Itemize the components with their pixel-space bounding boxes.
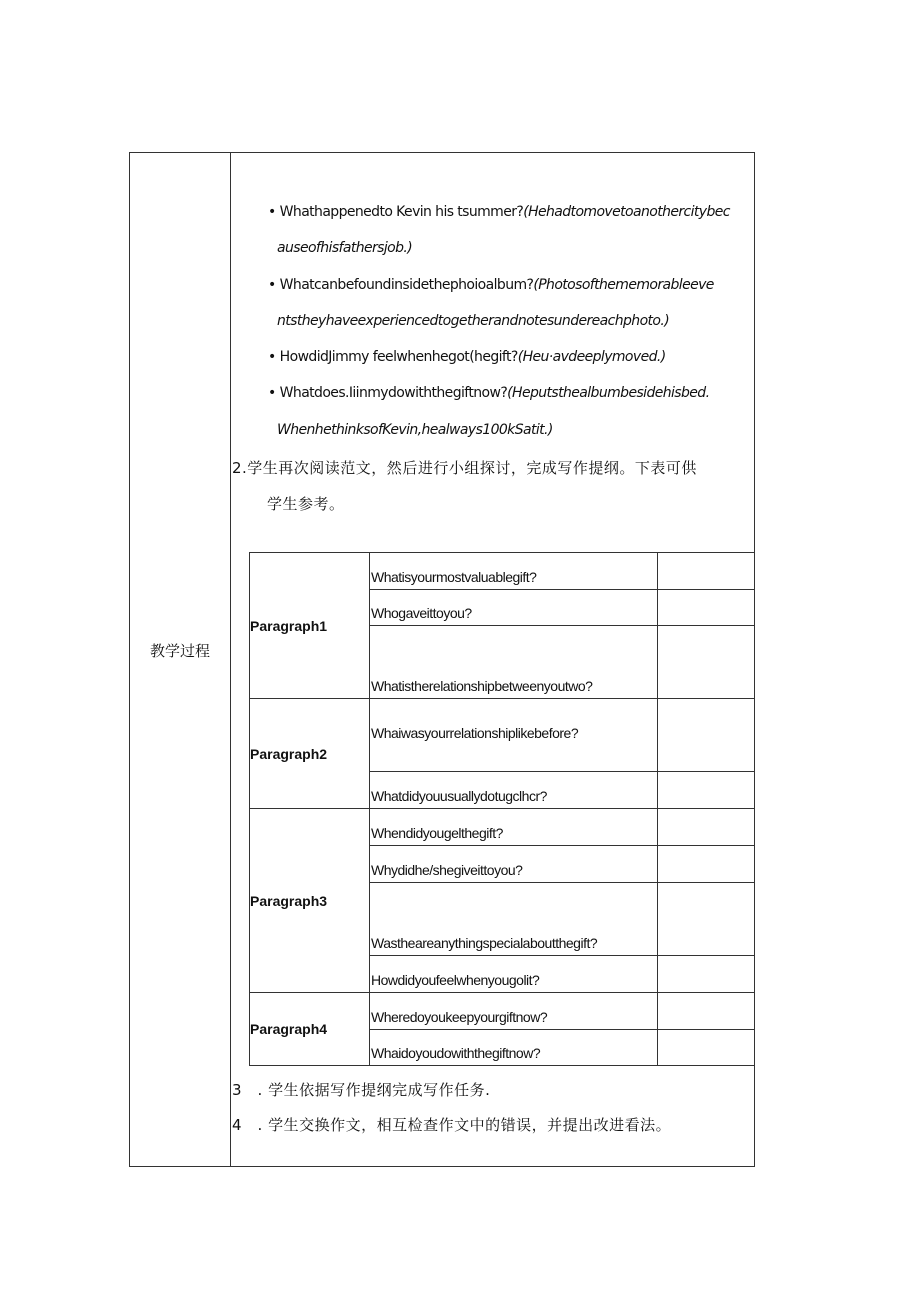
answer-text: (Heu·avdeeplymoved.) xyxy=(517,349,666,365)
answer-cell[interactable] xyxy=(658,1030,755,1066)
outline-question: Whaidoyoudowiththegiftnow? xyxy=(370,1030,658,1066)
outline-question: Whydidhe/shegiveittoyou? xyxy=(370,846,658,883)
answer-continuation: auseofhisfathersjob.) xyxy=(277,240,413,256)
step-2-text-continued: 学生参考。 xyxy=(267,495,345,513)
answer-text: (Heputsthealbumbesidehisbed. xyxy=(507,385,710,401)
answer-cell[interactable] xyxy=(658,993,755,1030)
outline-question: Whendidyougelthegift? xyxy=(370,809,658,846)
paragraph-label: Paragraph2 xyxy=(250,699,370,809)
writing-outline-table xyxy=(249,552,755,1066)
answer-cell[interactable] xyxy=(658,809,755,846)
answer-text: (Photosofthememorableeve xyxy=(533,277,714,293)
answer-cell[interactable] xyxy=(658,590,755,626)
outline-question: Whaiwasyourrelationshiplikebefore? xyxy=(370,699,658,772)
question-text: Whatdoes.Iiinmydowiththegiftnow? xyxy=(279,385,508,401)
outline-question: Whogaveittoyou? xyxy=(370,590,658,626)
outline-question: Whatisyourmostvaluablegift? xyxy=(370,553,658,590)
answer-continuation: WhenhethinksofKevin,healways100kSatit.) xyxy=(277,422,553,438)
question-item: • HowdidJimmy feelwhenhegot(hegift?(Heu·avdeeplymoved.) xyxy=(268,349,666,365)
answer-cell[interactable] xyxy=(658,553,755,590)
section-label: 教学过程 xyxy=(149,642,210,660)
question-item: • Whatdoes.Iiinmydowiththegiftnow?(Heputsthealbumbesidehisbed. xyxy=(268,385,710,401)
outline-question: Wastheareanythingspecialaboutthegift? xyxy=(370,883,658,956)
answer-cell[interactable] xyxy=(658,846,755,883)
answer-cell[interactable] xyxy=(658,699,755,772)
outline-question: Whatdidyouusuallydotugclhcr? xyxy=(370,772,658,809)
question-item: • Whatcanbefoundinsidethephoioalbum?(Photosofthememorableeve xyxy=(268,277,714,293)
paragraph-label: Paragraph4 xyxy=(250,993,370,1066)
question-text: Whathappenedto Kevin his tsummer? xyxy=(279,204,524,220)
question-text: Whatcanbefoundinsidethephoioalbum? xyxy=(279,277,534,293)
paragraph-label: Paragraph3 xyxy=(250,809,370,993)
outline-question: Wheredoyoukeepyourgiftnow? xyxy=(370,993,658,1030)
step-3-text: 3 . 学生依据写作提纲完成写作任务. xyxy=(232,1081,491,1099)
answer-text: (Hehadtomovetoanothercitybec xyxy=(523,204,730,220)
question-item: • Whathappenedto Kevin his tsummer?(Hehadtomovetoanothercitybec xyxy=(268,204,730,220)
answer-continuation: ntstheyhaveexperiencedtogetherandnotesundereachphoto.) xyxy=(277,313,670,329)
answer-cell[interactable] xyxy=(658,626,755,699)
step-4-text: 4 . 学生交换作文，相互检查作文中的错误，并提出改进看法。 xyxy=(232,1116,672,1134)
column-divider xyxy=(230,152,231,1167)
step-2-text: 2.学生再次阅读范文，然后进行小组探讨，完成写作提纲。下表可供 xyxy=(232,459,697,477)
question-text: HowdidJimmy feelwhenhegot(hegift? xyxy=(279,349,518,365)
outline-question: Whatistherelationshipbetweenyoutwo? xyxy=(370,626,658,699)
answer-cell[interactable] xyxy=(658,772,755,809)
paragraph-label: Paragraph1 xyxy=(250,553,370,699)
answer-cell[interactable] xyxy=(658,883,755,956)
answer-cell[interactable] xyxy=(658,956,755,993)
outline-question: Howdidyoufeelwhenyougolit? xyxy=(370,956,658,993)
